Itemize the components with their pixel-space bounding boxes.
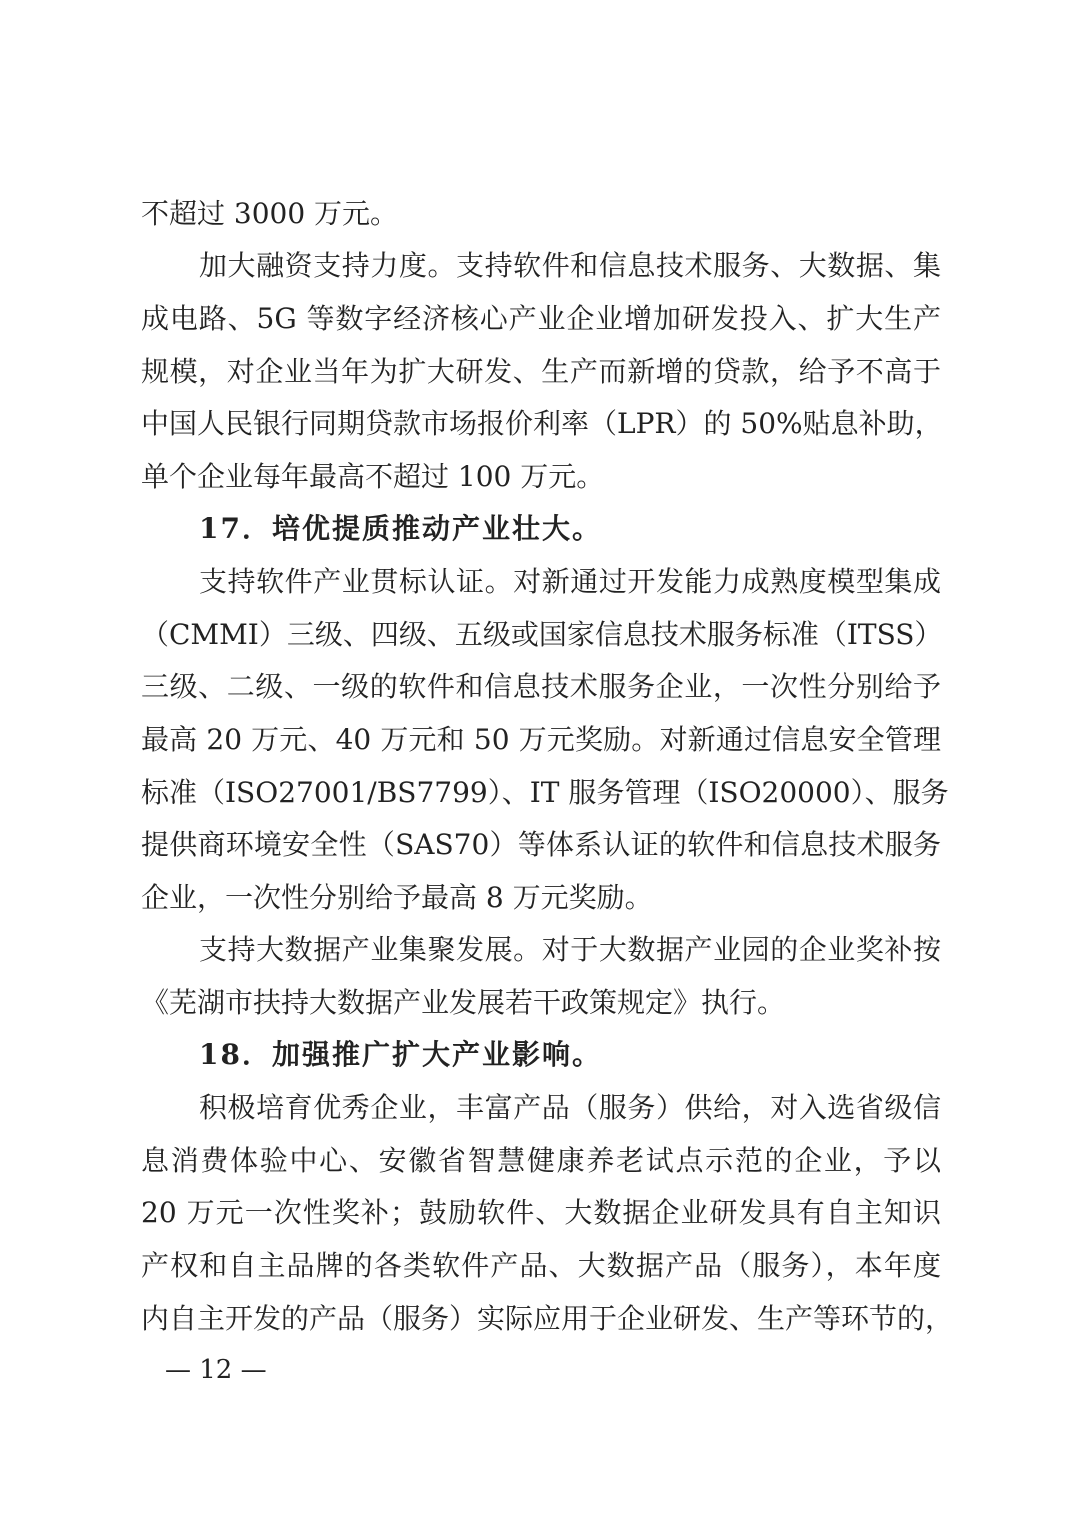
section-heading: 17．培优提质推动产业壮大。 <box>199 512 602 545</box>
text-line: 最高 20 万元、40 万元和 50 万元奖励。对新通过信息安全管理 <box>141 723 941 756</box>
text-line: 提供商环境安全性（SAS70）等体系认证的软件和信息技术服务 <box>141 828 941 861</box>
text-line: 成电路、5G 等数字经济核心产业企业增加研发投入、扩大生产 <box>141 302 941 335</box>
paragraph-first-line: 积极培育优秀企业，丰富产品（服务）供给，对入选省级信 <box>199 1091 941 1124</box>
text-line: 20 万元一次性奖补；鼓励软件、大数据企业研发具有自主知识 <box>141 1196 941 1229</box>
text-line: 规模，对企业当年为扩大研发、生产而新增的贷款，给予不高于 <box>141 355 941 388</box>
paragraph-first-line: 支持大数据产业集聚发展。对于大数据产业园的企业奖补按 <box>199 933 941 966</box>
text-line: 单个企业每年最高不超过 100 万元。 <box>141 460 605 493</box>
text-line: 标准（ISO27001/BS7799）、IT 服务管理（ISO20000）、服务 <box>141 776 949 809</box>
text-line: （CMMI）三级、四级、五级或国家信息技术服务标准（ITSS） <box>141 618 943 651</box>
text-line: 内自主开发的产品（服务）实际应用于企业研发、生产等环节的， <box>141 1302 954 1335</box>
page-number: — 12 — <box>165 1355 267 1385</box>
text-line: 息消费体验中心、安徽省智慧健康养老试点示范的企业，予以 <box>141 1144 941 1177</box>
paragraph-first-line: 支持软件产业贯标认证。对新通过开发能力成熟度模型集成 <box>199 565 941 598</box>
text-line: 《芜湖市扶持大数据产业发展若干政策规定》执行。 <box>141 986 786 1019</box>
text-line: 三级、二级、一级的软件和信息技术服务企业，一次性分别给予 <box>141 670 941 703</box>
section-heading: 18．加强推广扩大产业影响。 <box>199 1038 602 1071</box>
text-line: 中国人民银行同期贷款市场报价利率（LPR）的 50%贴息补助， <box>141 407 943 440</box>
paragraph-first-line: 加大融资支持力度。支持软件和信息技术服务、大数据、集 <box>199 249 941 282</box>
text-line: 产权和自主品牌的各类软件产品、大数据产品（服务），本年度 <box>141 1249 941 1282</box>
text-line: 企业，一次性分别给予最高 8 万元奖励。 <box>141 881 653 914</box>
text-line: 不超过 3000 万元。 <box>141 197 399 230</box>
